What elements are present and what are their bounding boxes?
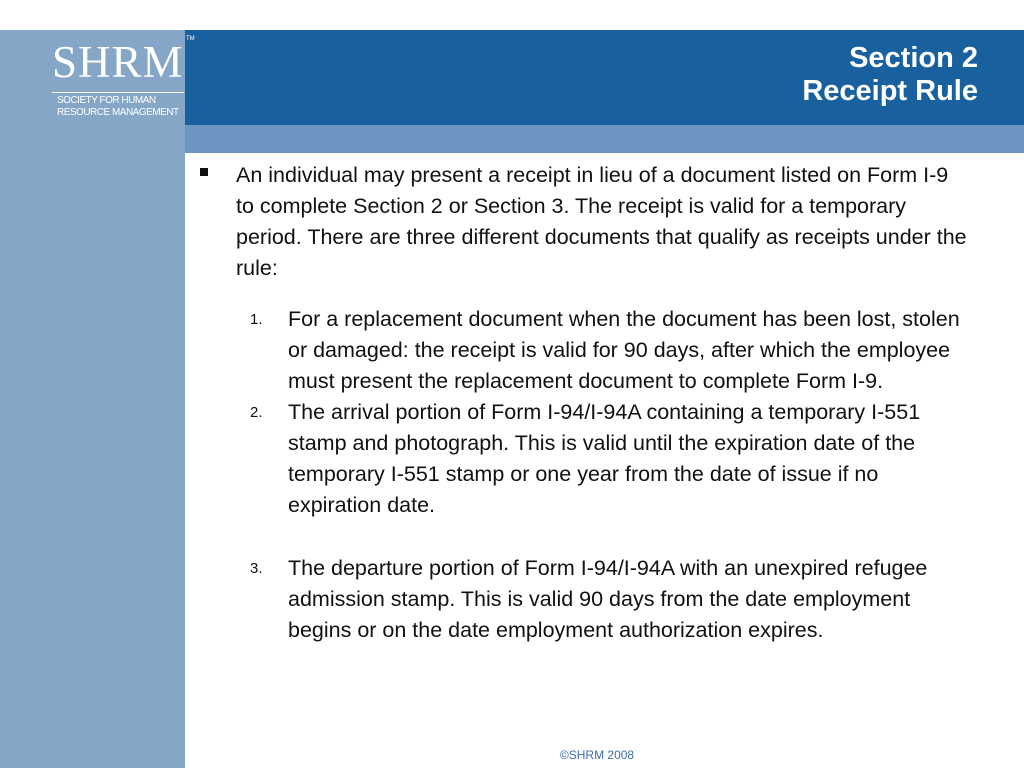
- bullet-item: [200, 160, 970, 284]
- logo-caption-line1: SOCIETY FOR HUMAN: [57, 95, 156, 106]
- slide-title: [802, 42, 978, 108]
- logo-caption: [57, 95, 187, 119]
- left-sidebar-band: [0, 30, 185, 768]
- shrm-logo: [52, 35, 195, 125]
- bullet-text: An individual may present a receipt in lieu of a document listed on Form I-9 to complete Section 2 or Section 3. The receipt is valid for a temporary period. There are three different documents that qualify as receipts under the rule:: [236, 163, 967, 280]
- list-text-1: For a replacement document when the document has been lost, stolen or damaged: the receipt is valid for 90 days, after which the employee must present the replacement document to complete Form I-9.: [288, 307, 960, 393]
- slide-body: [200, 160, 970, 646]
- list-item-3: [200, 553, 970, 646]
- numbered-list: [200, 304, 970, 646]
- list-text-2: The arrival portion of Form I-94/I-94A containing a temporary I-551 stamp and photograph. This is valid until the expiration date of the temporary I-551 stamp or one year from the date of issue if no expiration date.: [288, 400, 921, 517]
- logo-divider: [52, 92, 184, 93]
- list-number-2: 2.: [250, 404, 263, 421]
- logo-mark: SHRM: [52, 37, 184, 87]
- header-subband: [185, 125, 1024, 153]
- square-bullet-icon: [200, 168, 208, 176]
- list-item-2: [200, 397, 970, 521]
- list-text-3: The departure portion of Form I-94/I-94A with an unexpired refugee admission stamp. This is valid 90 days from the date employment begins or on the date employment authorization expires.: [288, 556, 928, 642]
- list-number-3: 3.: [250, 560, 263, 577]
- logo-caption-line2: RESOURCE MANAGEMENT: [57, 107, 179, 118]
- slide-title-line1: Section 2: [849, 42, 978, 74]
- list-item-1: [200, 304, 970, 397]
- top-margin: [0, 0, 1024, 30]
- list-number-1: 1.: [250, 311, 263, 328]
- copyright-footer: ©SHRM 2008: [559, 748, 635, 762]
- logo-trademark: TM: [186, 36, 195, 42]
- slide-title-line2: Receipt Rule: [802, 75, 978, 107]
